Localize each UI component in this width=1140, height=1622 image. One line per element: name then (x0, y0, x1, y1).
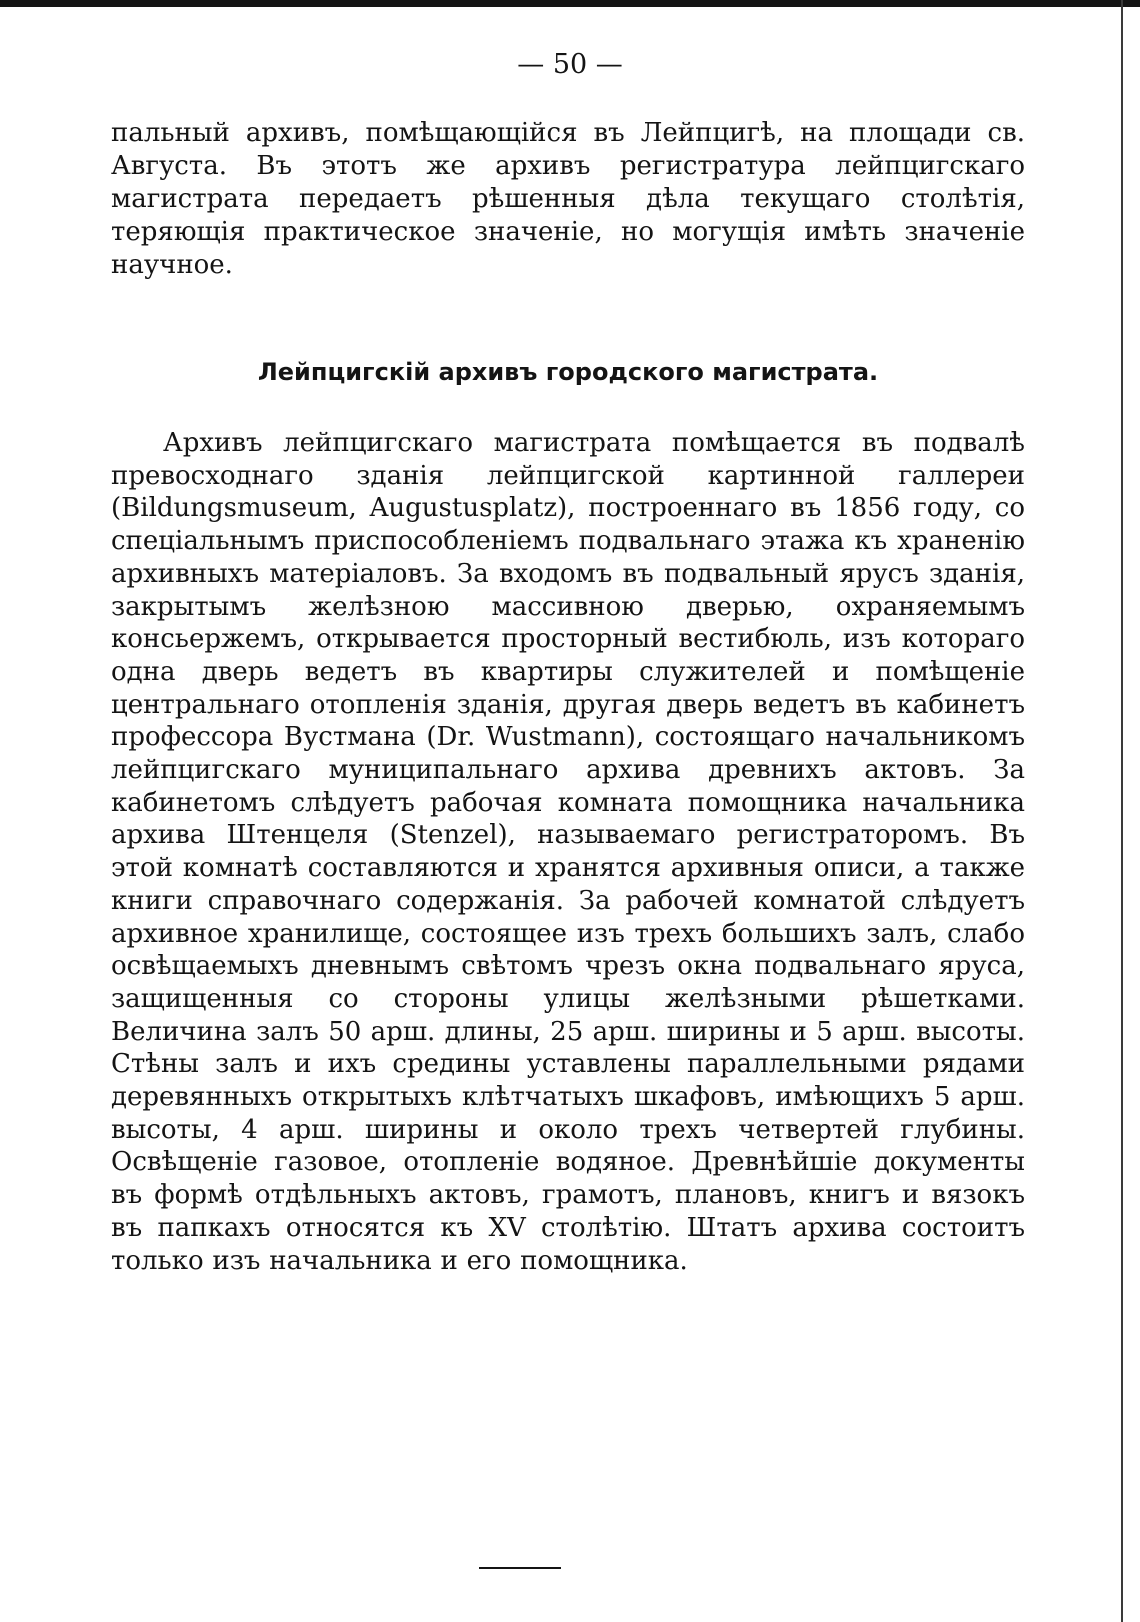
page-number: — 50 — (517, 49, 623, 80)
section-heading: Лейпцигскій архивъ городского магистрата. (257, 358, 879, 386)
page-edge-rule (1121, 0, 1123, 1622)
section-body-paragraph: Архивъ лейпцигскаго магистрата помѣщается въ подвалѣ превосходнаго зданія лейпцигской картинной галлереи (Bildungsmuseum, Augustusplatz), построеннаго въ 1856 году, со спеціальнымъ приспособленіемъ подвальнаго этажа къ храненію архивныхъ матеріаловъ. За входомъ въ подвальный ярусъ зданія, закрытымъ желѣзною массивною дверью, охраняемымъ консьержемъ, открывается просторный вестибюль, изъ котораго одна дверь ведетъ въ квартиры служителей и помѣщеніе центральнаго отопленія зданія, другая дверь ведетъ въ кабинетъ профессора Вустмана (Dr. Wustmann), состоящаго начальникомъ лейпцигскаго муниципальнаго архива древнихъ актовъ. За кабинетомъ слѣдуетъ рабочая комната помощника начальника архива Штенцеля (Stenzel), называемаго регистраторомъ. Въ этой комнатѣ составляются и хранятся архивныя описи, а также книги справочнаго содержанія. За рабочей комнатой слѣдуетъ архивное хранилище, состоящее изъ трехъ большихъ залъ, слабо освѣщаемыхъ дневнымъ свѣтомъ чрезъ окна подвальнаго яруса, защищенныя со стороны улицы желѣзными рѣшетками. Величина залъ 50 арш. длины, 25 арш. ширины и 5 арш. высоты. Стѣны залъ и ихъ средины уставлены параллельными рядами деревянныхъ открытыхъ клѣтчатыхъ шкафовъ, имѣющихъ 5 арш. высоты, 4 арш. ширины и около трехъ четвертей глубины. Освѣщеніе газовое, отопленіе водяное. Древнѣйшіе документы въ формѣ отдѣльныхъ актовъ, грамотъ, плановъ, книгъ и вязокъ въ папкахъ относятся къ XV столѣтію. Штатъ архива состоитъ только изъ начальника и его помощника. (111, 428, 1025, 1276)
closing-rule (479, 1567, 561, 1569)
top-border (0, 0, 1140, 7)
continued-paragraph: пальный архивъ, помѣщающійся въ Лейпцигѣ, на площади св. Августа. Въ этотъ же архивъ регистратура лейпцигскаго магистрата передаетъ рѣшенныя дѣла текущаго столѣтія, теряющія практическое значеніе, но могущія имѣть значеніе научное. (111, 118, 1025, 280)
